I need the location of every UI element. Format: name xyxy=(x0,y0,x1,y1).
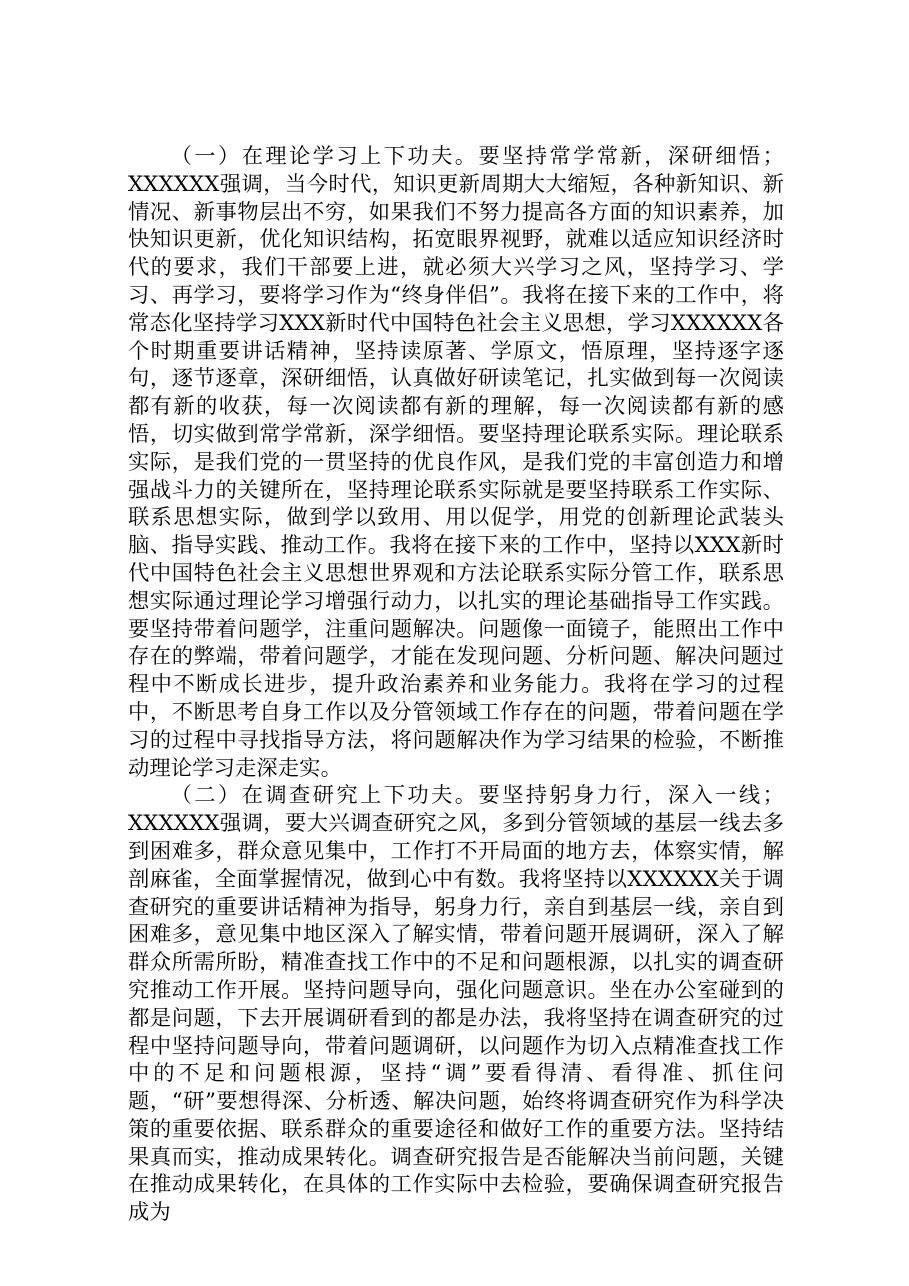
document-body xyxy=(128,143,784,1227)
paragraph-theory-study: （一）在理论学习上下功夫。要坚持常学常新，深研细悟；XXXXXX强调，当今时代，知识更新周期大大缩短，各种新知识、新情况、新事物层出不穷，如果我们不努力提高各方面的知识素养，加快知识更新，优化知识结构，拓宽眼界视野，就难以适应知识经济时代的要求，我们干部要上进，就必须大兴学习之风，坚持学习、学习、再学习，要将学习作为“终身伴侣”。我将在接下来的工作中，将常态化坚持学习XXX新时代中国特色社会主义思想，学习XXXXXX各个时期重要讲话精神，坚持读原著、学原文，悟原理，坚持逐字逐句，逐节逐章，深研细悟，认真做好研读笔记，扎实做到每一次阅读都有新的收获，每一次阅读都有新的理解，每一次阅读都有新的感悟，切实做到常学常新，深学细悟。要坚持理论联系实际。理论联系实际，是我们党的一贯坚持的优良作风，是我们党的丰富创造力和增强战斗力的关键所在，坚持理论联系实际就是要坚持联系工作实际、联系思想实际，做到学以致用、用以促学，用党的创新理论武装头脑、指导实践、推动工作。我将在接下来的工作中，坚持以XXX新时代中国特色社会主义思想世界观和方法论联系实际分管工作，联系思想实际通过理论学习增强行动力，以扎实的理论基础指导工作实践。要坚持带着问题学，注重问题解决。问题像一面镜子，能照出工作中存在的弊端，带着问题学，才能在发现问题、分析问题、解决问题过程中不断成长进步，提升政治素养和业务能力。我将在学习的过程中，不断思考自身工作以及分管领域工作存在的问题，带着问题在学习的过程中寻找指导方法，将问题解决作为学习结果的检验，不断推动理论学习走深走实。 xyxy=(128,144,784,781)
paragraph-investigation-research: （二）在调查研究上下功夫。要坚持躬身力行，深入一线；XXXXXX强调，要大兴调查研究之风，多到分管领域的基层一线去多到困难多，群众意见集中，工作打不开局面的地方去，体察实情，解剖麻雀，全面掌握情况，做到心中有数。我将坚持以XXXXXX关于调查研究的重要讲话精神为指导，躬身力行，亲自到基层一线，亲自到困难多，意见集中地区深入了解实情，带着问题开展调研，深入了解群众所需所盼，精准查找工作中的不足和问题根源，以扎实的调查研究推动工作开展。坚持问题导向，强化问题意识。坐在办公室碰到的都是问题，下去开展调研看到的都是办法，我将坚持在调查研究的过程中坚持问题导向，带着问题调研，以问题作为切入点精准查找工作中的不足和问题根源，坚持“调”要看得清、看得准、抓住问题，“研”要想得深、分析透、解决问题，始终将调查研究作为科学决策的重要依据、联系群众的重要途径和做好工作的重要方法。坚持结果真而实，推动成果转化。调查研究报告是否能解决当前问题，关键在推动成果转化，在具体的工作实际中去检验，要确保调查研究报告成为 xyxy=(128,783,784,1226)
